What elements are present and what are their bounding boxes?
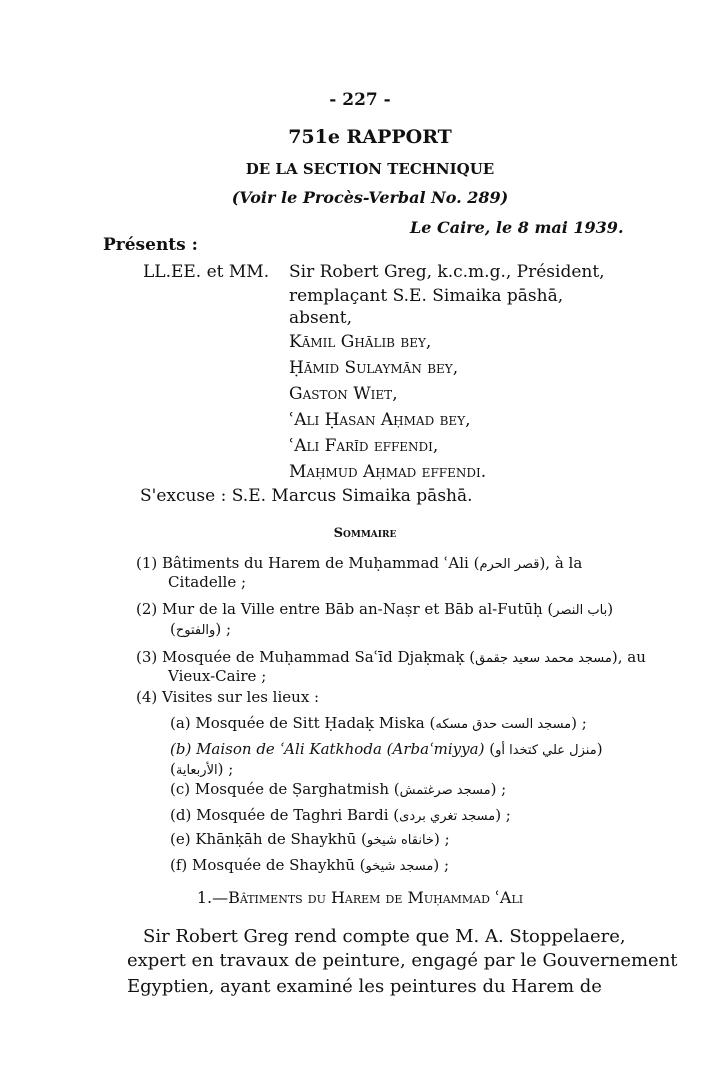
item-4f-arabic: مسجد شيخو — [365, 859, 434, 874]
item-2-end: ) — [607, 600, 614, 618]
item-2-text: (2) Mur de la Ville entre Bāb an-Naṣr et Bāb al-Futūḥ ( — [136, 600, 554, 618]
member-hamid: Ḥāmid Sulaymān bey, — [289, 358, 459, 378]
member-line-2: remplaçant S.E. Simaika pāshā, — [289, 286, 564, 306]
item-4f: (f) Mosquée de Shaykhū (مسجد شيخو) ; — [170, 856, 450, 874]
item-4c: (c) Mosquée de Ṣarghatmish (مسجد صرغتمش) ; — [170, 780, 507, 798]
member-ali-hasan: ʿAli Ḥasan Aḥmad bey, — [289, 410, 471, 430]
item-4a-end: ) ; — [571, 714, 587, 732]
item-4e-arabic: خانقاه شيخو — [366, 833, 434, 848]
item-4a-text: (a) Mosquée de Sitt Ḥadaḳ Miska ( — [170, 714, 436, 732]
item-4e: (e) Khānḳāh de Shaykhū (خانقاه شيخو) ; — [170, 830, 450, 848]
member-line-1: Sir Robert Greg, k.c.m.g., Président, — [289, 262, 605, 282]
item-1-arabic: قصر الحرم — [479, 557, 540, 572]
item-3 — [136, 648, 646, 666]
item-4d-text: (d) Mosquée de Taghri Bardi ( — [170, 806, 400, 824]
item-3-arabic: مسجد محمد سعيد جقمق — [475, 651, 612, 666]
item-4c-text: (c) Mosquée de Ṣarghatmish ( — [170, 780, 400, 798]
member-kamil: Kāmil Ghālib bey, — [289, 332, 432, 352]
page-number: - 227 - — [329, 90, 391, 110]
item-4: (4) Visites sur les lieux : — [136, 688, 320, 706]
item-1 — [136, 554, 582, 572]
item-4d: (d) Mosquée de Taghri Bardi (مسجد تغري بردى) ; — [170, 806, 511, 824]
item-4e-text: (e) Khānḳāh de Shaykhū ( — [170, 830, 367, 848]
item-4d-arabic: مسجد تغري بردى — [399, 809, 496, 824]
item-3-end: ), au — [611, 648, 646, 666]
item-4b-arabic-2: الأربعاية — [175, 763, 218, 778]
member-gaston: Gaston Wiet, — [289, 384, 398, 404]
item-2 — [136, 600, 613, 618]
llee-label: LL.EE. et MM. — [143, 262, 270, 282]
item-2-arabic-2: والفتوح — [175, 623, 216, 638]
item-1-end: ), à la — [539, 554, 583, 572]
paragraph-line-2: expert en travaux de peinture, engagé par le Gouvernement — [127, 950, 678, 971]
item-4b-text: (b) Maison de ʿAli Katkhoda (Arbaʿmiyya) — [170, 740, 485, 758]
excuse-line: S'excuse : S.E. Marcus Simaika pāshā. — [140, 486, 473, 506]
member-ali-farid: ʿAli Farīd effendi, — [289, 436, 439, 456]
date-line: Le Caire, le 8 mai 1939. — [410, 218, 624, 237]
item-4a-arabic: مسجد الست حدق مسكه — [435, 717, 572, 732]
member-line-3: absent, — [289, 308, 352, 328]
paragraph-line-1: Sir Robert Greg rend compte que M. A. Stoppelaere, — [143, 926, 626, 947]
paragraph-line-3: Egyptien, ayant examiné les peintures du Harem de — [127, 976, 602, 997]
item-2-arabic: باب النصر — [553, 603, 608, 618]
item-4b: (b) Maison de ʿAli Katkhoda (Arbaʿmiyya) (منزل علي كتخدا أو) — [170, 740, 603, 758]
report-title: 751e RAPPORT — [288, 126, 452, 148]
member-mahmud: Maḥmud Aḥmad effendi. — [289, 462, 487, 482]
item-4b-cont: (الأربعاية) ; — [170, 760, 234, 778]
item-1-cont: Citadelle ; — [168, 573, 247, 591]
sommaire-heading: Sommaire — [333, 526, 397, 541]
presents-label: Présents : — [103, 235, 198, 255]
report-subtitle: DE LA SECTION TECHNIQUE — [245, 160, 495, 178]
section-1-heading: 1.—Bâtiments du Harem de Muḥammad ʿAli — [196, 888, 524, 907]
item-3-cont: Vieux-Caire ; — [168, 667, 267, 685]
reference-line: (Voir le Procès-Verbal No. 289) — [231, 188, 509, 207]
item-4b-arabic: منزل علي كتخدا أو — [495, 743, 597, 758]
item-4a — [170, 714, 587, 732]
item-1-text: (1) Bâtiments du Harem de Muḥammad ʿAli ( — [136, 554, 480, 572]
item-4f-text: (f) Mosquée de Shaykhū ( — [170, 856, 366, 874]
item-2-cont: (والفتوح) ; — [170, 620, 232, 638]
item-3-text: (3) Mosquée de Muḥammad Saʿīd Djaḳmaḳ ( — [136, 648, 476, 666]
item-4c-arabic: مسجد صرغتمش — [399, 783, 491, 798]
